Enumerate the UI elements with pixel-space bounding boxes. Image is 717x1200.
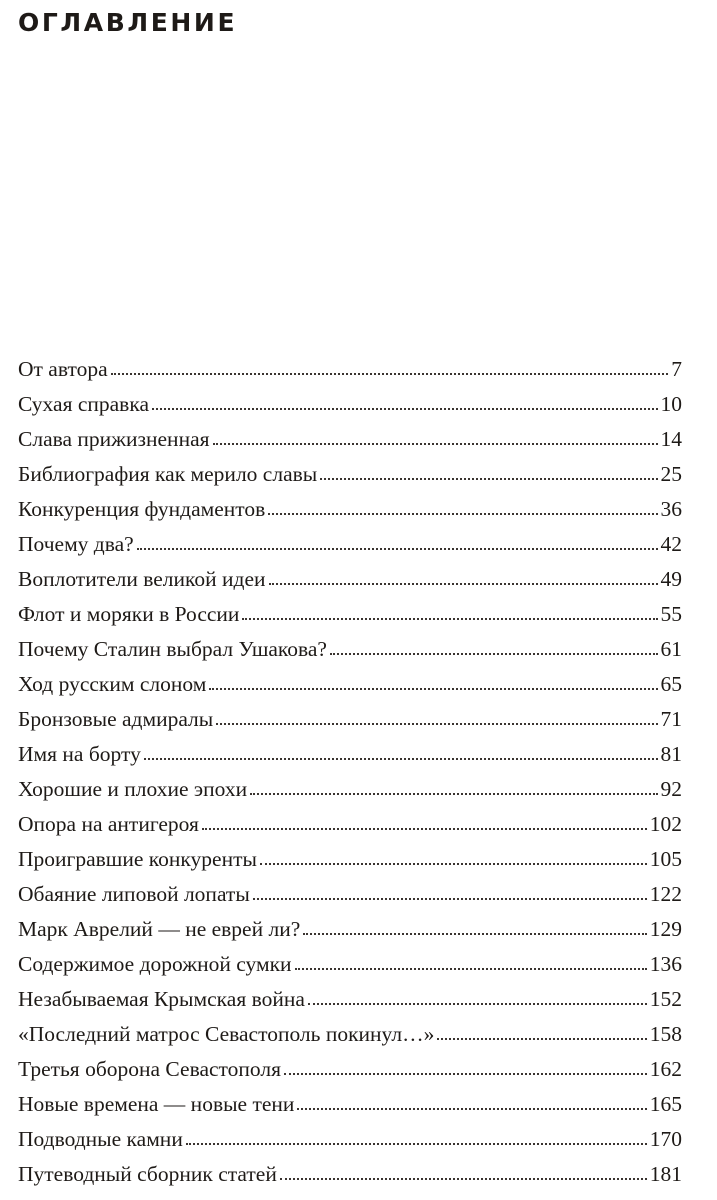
toc-entry <box>18 632 682 667</box>
toc-entry-title: Проигравшие конкуренты <box>18 847 257 871</box>
dot-leader <box>308 1002 647 1005</box>
toc-entry <box>18 807 682 842</box>
dot-leader <box>330 652 658 655</box>
dot-leader <box>280 1177 647 1180</box>
toc-entry <box>18 702 682 737</box>
dot-leader <box>242 617 657 620</box>
toc-entry-title: Конкуренция фундаментов <box>18 497 266 521</box>
toc-entry-title: Библиография как мерило славы <box>18 462 318 486</box>
toc-entry-page-number: 170 <box>649 1127 682 1151</box>
toc-entry-page-number: 122 <box>649 882 682 906</box>
toc-entry-page-number: 102 <box>649 812 682 836</box>
dot-leader <box>152 407 658 410</box>
table-of-contents <box>18 352 682 1192</box>
dot-leader <box>213 442 658 445</box>
toc-entry-page-number: 181 <box>649 1162 682 1186</box>
toc-entry-page-number: 42 <box>660 532 682 556</box>
toc-entry-page-number: 81 <box>660 742 682 766</box>
toc-entry <box>18 947 682 982</box>
dot-leader <box>250 792 657 795</box>
toc-entry <box>18 352 682 387</box>
toc-entry-page-number: 10 <box>660 392 682 416</box>
toc-entry <box>18 842 682 877</box>
dot-leader <box>437 1037 646 1040</box>
toc-entry-page-number: 71 <box>660 707 682 731</box>
toc-entry-title: Путеводный сборник статей <box>18 1162 277 1186</box>
toc-entry-title: Почему два? <box>18 532 134 556</box>
dot-leader <box>303 932 646 935</box>
toc-entry-title: Незабываемая Крымская война <box>18 987 305 1011</box>
toc-entry <box>18 422 682 457</box>
toc-entry-page-number: 14 <box>660 427 682 451</box>
toc-entry-page-number: 92 <box>660 777 682 801</box>
toc-entry-page-number: 7 <box>671 357 682 381</box>
toc-entry <box>18 1087 682 1122</box>
toc-entry-title: Почему Сталин выбрал Ушакова? <box>18 637 327 661</box>
dot-leader <box>284 1072 647 1075</box>
toc-entry-title: Бронзовые адмиралы <box>18 707 214 731</box>
dot-leader <box>260 862 647 865</box>
toc-entry-title: Слава прижизненная <box>18 427 210 451</box>
toc-entry-title: Третья оборона Севастополя <box>18 1057 281 1081</box>
toc-entry-page-number: 36 <box>660 497 682 521</box>
toc-entry-title: Флот и моряки в России <box>18 602 240 626</box>
toc-entry-title: Ход русским слоном <box>18 672 207 696</box>
toc-entry <box>18 912 682 947</box>
toc-entry-page-number: 49 <box>660 567 682 591</box>
toc-entry <box>18 387 682 422</box>
toc-entry-title: «Последний матрос Севастополь покинул…» <box>18 1022 435 1046</box>
toc-entry-page-number: 165 <box>649 1092 682 1116</box>
toc-entry <box>18 527 682 562</box>
dot-leader <box>186 1142 647 1145</box>
toc-entry-title: Хорошие и плохие эпохи <box>18 777 248 801</box>
toc-entry <box>18 1052 682 1087</box>
toc-entry-title: Сухая справка <box>18 392 149 416</box>
dot-leader <box>297 1107 646 1110</box>
toc-entry-page-number: 105 <box>649 847 682 871</box>
toc-entry <box>18 562 682 597</box>
dot-leader <box>269 582 658 585</box>
toc-entry-title: Подводные камни <box>18 1127 183 1151</box>
dot-leader <box>144 757 658 760</box>
dot-leader <box>209 687 657 690</box>
dot-leader <box>216 722 657 725</box>
toc-entry-page-number: 152 <box>649 987 682 1011</box>
toc-entry <box>18 457 682 492</box>
toc-entry-page-number: 25 <box>660 462 682 486</box>
toc-entry-title: Содержимое дорожной сумки <box>18 952 292 976</box>
toc-entry <box>18 492 682 527</box>
toc-entry-title: Марк Аврелий — не еврей ли? <box>18 917 301 941</box>
dot-leader <box>202 827 647 830</box>
toc-entry-page-number: 158 <box>649 1022 682 1046</box>
toc-entry-page-number: 61 <box>660 637 682 661</box>
toc-entry-title: Имя на борту <box>18 742 141 766</box>
toc-entry <box>18 667 682 702</box>
toc-entry-title: Обаяние липовой лопаты <box>18 882 250 906</box>
toc-entry <box>18 772 682 807</box>
dot-leader <box>320 477 657 480</box>
page-title: ОГЛАВЛЕНИЕ <box>18 8 238 37</box>
toc-entry-title: Воплотители великой идеи <box>18 567 266 591</box>
toc-entry <box>18 1017 682 1052</box>
dot-leader <box>268 512 657 515</box>
toc-entry-page-number: 136 <box>649 952 682 976</box>
toc-entry <box>18 982 682 1017</box>
toc-entry <box>18 737 682 772</box>
dot-leader <box>111 372 669 375</box>
toc-entry-page-number: 55 <box>660 602 682 626</box>
dot-leader <box>295 967 647 970</box>
toc-entry <box>18 1157 682 1192</box>
dot-leader <box>253 897 647 900</box>
toc-entry-page-number: 129 <box>649 917 682 941</box>
toc-entry-title: Опора на антигероя <box>18 812 199 836</box>
toc-entry <box>18 597 682 632</box>
toc-entry-page-number: 65 <box>660 672 682 696</box>
dot-leader <box>137 547 658 550</box>
toc-entry-title: От автора <box>18 357 108 381</box>
toc-entry <box>18 877 682 912</box>
toc-entry <box>18 1122 682 1157</box>
toc-entry-page-number: 162 <box>649 1057 682 1081</box>
toc-entry-title: Новые времена — новые тени <box>18 1092 295 1116</box>
